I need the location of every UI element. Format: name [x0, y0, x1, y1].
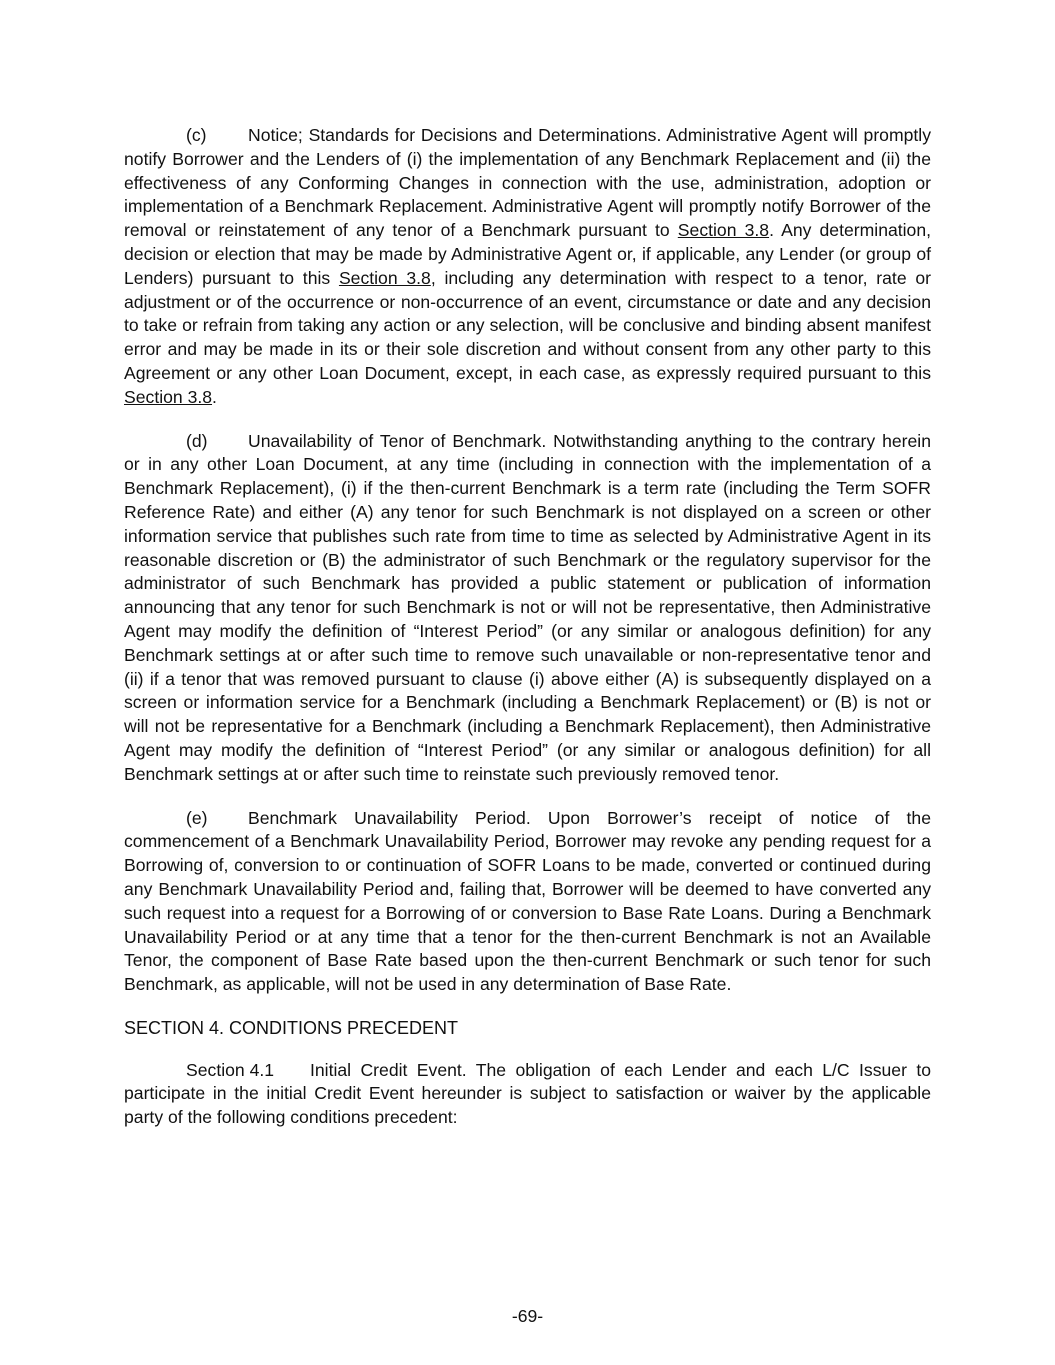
- paragraph-c-label: (c): [186, 125, 207, 145]
- section-4-1-body: The obligation of each Lender and each L/C Issuer to participate in the initial Credit Event hereunder is subject to satisfaction or waiver by the applicable party of the following conditions precedent:: [124, 1059, 931, 1128]
- section-4-1-label: Section 4.1: [186, 1059, 275, 1080]
- paragraph-d-label: (d): [186, 430, 208, 451]
- paragraph-d-title: Unavailability of Tenor of Benchmark.: [248, 430, 547, 451]
- section-3-8-reference-2: Section 3.8: [338, 267, 431, 288]
- paragraph-d-body: Notwithstanding anything to the contrary herein or in any other Loan Document, at any time (including in connection with the implementation of a Benchmark Replacement), (i) if the then-current Benchmark is a term rate (including the Term SOFR Reference Rate) and either (A) any tenor for such Benchmark is not displayed on a screen or other information service that publishes such rate from time to time as selected by Administrative Agent in its reasonable discretion or (B) the administrator of such Benchmark or the regulatory supervisor for the administrator of such Benchmark has provided a public statement or publication of information announcing that any tenor for such Benchmark is not or will not be representative, then Administrative Agent may modify the definition of “Interest Period” (or any similar or analogous definition) for any Benchmark settings at or after such time to remove such unavailable or non-representative tenor and (ii) if a tenor that was removed pursuant to clause (i) above either (A) is subsequently displayed on a screen or information service for a Benchmark (including a Benchmark Replacement) or (B) is not or will not be representative for a Benchmark (including a Benchmark Replacement), then Administrative Agent may modify the definition of “Interest Period” (or any similar or analogous definition) for all Benchmark settings at or after such time to reinstate such previously removed tenor.: [124, 430, 931, 784]
- paragraph-c: [124, 124, 931, 410]
- paragraph-e-title: Benchmark Unavailability Period.: [248, 807, 531, 828]
- paragraph-e-body: Upon Borrower’s receipt of notice of the commencement of a Benchmark Unavailability Period, Borrower may revoke any pending request for a Borrowing of, conversion to or continuation of SOFR Loans to be made, converted or continued during any Benchmark Unavailability Period and, failing that, Borrower will be deemed to have converted any such request into a request for a Borrowing of or conversion to Base Rate Loans. During a Benchmark Unavailability Period or at any time that a tenor for the then-current Benchmark is not an Available Tenor, the component of Base Rate based upon the then-current Benchmark or such tenor for such Benchmark, as applicable, will not be used in any determination of Base Rate.: [124, 807, 931, 995]
- paragraph-c-title: Notice; Standards for Decisions and Determinations.: [248, 125, 662, 145]
- paragraph-c-text-1: Administrative Agent will promptly notify Borrower and the Lenders of (i) the implementation of any Benchmark Replacement and (ii) the effectiveness of any Conforming Changes in connection with the use, administration, adoption or implementation of a Benchmark Replacement. Administrative Agent will promptly notify Borrower of the removal or reinstatement of any tenor of a Benchmark pursuant to: [124, 125, 932, 241]
- page-number: -69-: [511, 1306, 544, 1326]
- document-page: [124, 124, 931, 1150]
- section-4-heading: SECTION 4. CONDITIONS PRECEDENT: [124, 1017, 459, 1038]
- paragraph-c-text-2: . Any determination, decision or election that may be made by Administrative Agent or, if applicable, any Lender (or group of Lenders) pursuant to this: [124, 220, 932, 288]
- paragraph-c-text-4: .: [212, 386, 217, 407]
- paragraph-e-label: (e): [186, 807, 208, 828]
- paragraph-d: [124, 430, 931, 787]
- section-3-8-reference-3: Section 3.8: [124, 386, 213, 407]
- section-4-1-title: Initial Credit Event.: [310, 1059, 467, 1080]
- paragraph-c-text-3: , including any determination with respect to a tenor, rate or adjustment or of the occurrence or non-occurrence of an event, circumstance or date and any decision to take or refrain from taking any action or any selection, will be conclusive and binding absent manifest error and may be made in its or their sole discretion and without consent from any other party to this Agreement or any other Loan Document, except, in each case, as expressly required pursuant to this: [124, 267, 931, 383]
- section-3-8-reference-1: Section 3.8: [677, 220, 770, 241]
- paragraph-e: [124, 807, 931, 997]
- section-4-1-paragraph: [124, 1059, 931, 1130]
